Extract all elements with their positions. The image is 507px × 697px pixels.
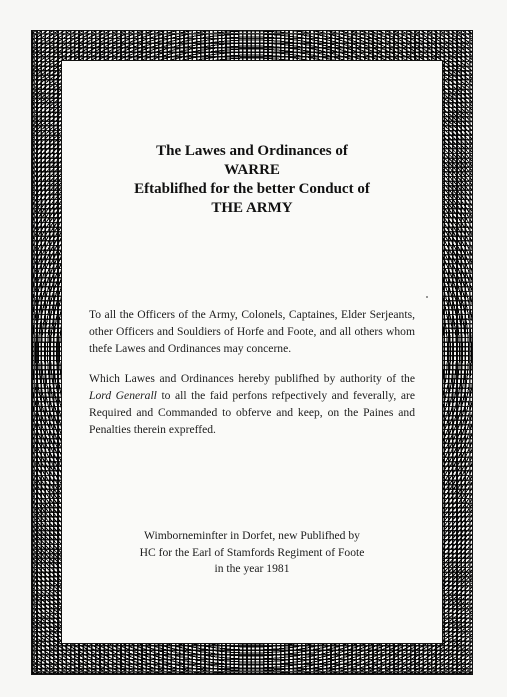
- document-title: [61, 142, 443, 218]
- title-line-3: Eftablifhed for the better Conduct of: [134, 181, 370, 197]
- paper-speck: [426, 296, 428, 298]
- paragraph-authority-start: Which Lawes and Ordinances hereby publifhed by authority of the: [89, 372, 415, 386]
- imprint-line-1: Wimborneminfter in Dorfet, new Publifhed by: [144, 529, 360, 542]
- lord-generall-text: Lord Generall: [89, 389, 157, 403]
- title-line-1: The Lawes and Ordinances of: [156, 143, 348, 159]
- title-line-4: THE ARMY: [211, 200, 293, 216]
- title-line-2: WARRE: [224, 162, 280, 178]
- imprint-line-3: in the year 1981: [214, 562, 290, 575]
- imprint-block: [61, 528, 443, 578]
- paragraph-authority-end: to all the faid perfons refpectively and feverally, are Required and Commanded to obferve and keep, on the Paines and Penalties therein expreffed.: [89, 389, 415, 436]
- paragraph-authority: [89, 371, 415, 438]
- imprint-line-2: HC for the Earl of Stamfords Regiment of Foote: [139, 545, 365, 559]
- body-text: [89, 307, 415, 453]
- paragraph-address: To all the Officers of the Army, Colonels, Captaines, Elder Serjeants, other Officers and Souldiers of Horfe and Foote, and all others whom thefe Lawes and Ordinances may concerne.: [89, 308, 415, 355]
